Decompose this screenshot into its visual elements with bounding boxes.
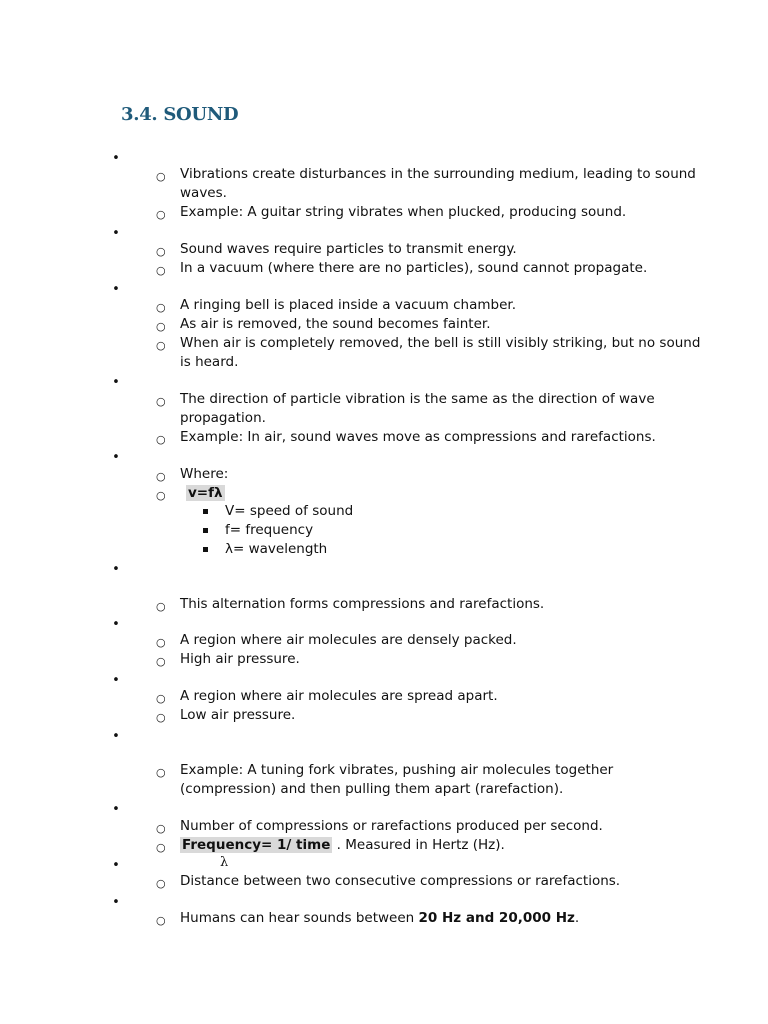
list-item: Where: [180, 466, 229, 482]
bullet: • [112, 151, 120, 166]
list-item: Sound waves require particles to transmit energy. [180, 241, 517, 257]
sub-bullet: ○ [156, 170, 166, 183]
sub-bullet: ○ [156, 433, 166, 446]
bullet: • [112, 895, 120, 910]
list-item: propagation. [180, 410, 266, 426]
list-item: waves. [180, 185, 227, 201]
formula [186, 484, 225, 503]
sub-bullet: ○ [156, 320, 166, 333]
sub-bullet: ○ [156, 822, 166, 835]
list-item: λ= wavelength [225, 541, 328, 557]
sub-bullet: ○ [156, 636, 166, 649]
hearing-range-value: 20 Hz and 20,000 Hz [418, 910, 575, 926]
page-title: 3.4. SOUND [121, 104, 239, 125]
list-item: Number of compressions or rarefactions produced per second. [180, 818, 603, 834]
bullet: • [112, 375, 120, 390]
frequency-unit-text: . Measured in Hertz (Hz). [336, 837, 505, 853]
list-item: A ringing bell is placed inside a vacuum chamber. [180, 297, 516, 313]
sub-bullet: ○ [156, 339, 166, 352]
bullet: • [112, 858, 120, 873]
list-item: Distance between two consecutive compressions or rarefactions. [180, 873, 621, 889]
bullet: • [112, 450, 120, 465]
bullet: • [112, 226, 120, 241]
bullet: • [112, 729, 120, 744]
formula-text: v=fλ [188, 485, 223, 501]
sub-bullet: ○ [156, 766, 166, 779]
square-bullet [203, 547, 208, 552]
list-item: As air is removed, the sound becomes fainter. [180, 316, 491, 332]
lambda-symbol: λ [220, 855, 229, 870]
sub-bullet: ○ [156, 877, 166, 890]
list-item: When air is completely removed, the bell is still visibly striking, but no sound [180, 335, 701, 351]
list-item: Example: In air, sound waves move as compressions and rarefactions. [180, 429, 656, 445]
list-item: Vibrations create disturbances in the surrounding medium, leading to sound [180, 166, 696, 182]
sub-bullet: ○ [156, 264, 166, 277]
square-bullet [203, 528, 208, 533]
sub-bullet: ○ [156, 470, 166, 483]
list-item: (compression) and then pulling them apart (rarefaction). [180, 781, 564, 797]
list-item: Example: A tuning fork vibrates, pushing air molecules together [180, 762, 614, 778]
bullet: • [112, 282, 120, 297]
list-item: Example: A guitar string vibrates when plucked, producing sound. [180, 204, 627, 220]
sub-bullet: ○ [156, 914, 166, 927]
list-item: High air pressure. [180, 651, 300, 667]
sub-bullet: ○ [156, 692, 166, 705]
sub-bullet: ○ [156, 841, 166, 854]
sub-bullet: ○ [156, 395, 166, 408]
sub-bullet: ○ [156, 245, 166, 258]
bullet: • [112, 562, 120, 577]
list-item: In a vacuum (where there are no particles), sound cannot propagate. [180, 260, 648, 276]
list-item: is heard. [180, 354, 239, 370]
list-item: The direction of particle vibration is the same as the direction of wave [180, 391, 655, 407]
list-item: A region where air molecules are densely packed. [180, 632, 517, 648]
hearing-range-text: Humans can hear sounds between [180, 910, 419, 926]
list-item [180, 909, 579, 928]
list-item: f= frequency [225, 522, 314, 538]
bullet: • [112, 673, 120, 688]
list-item: V= speed of sound [225, 503, 354, 519]
list-item: Low air pressure. [180, 707, 296, 723]
square-bullet [203, 509, 208, 514]
sub-bullet: ○ [156, 711, 166, 724]
sub-bullet: ○ [156, 208, 166, 221]
list-item: This alternation forms compressions and rarefactions. [180, 596, 545, 612]
period: . [574, 910, 580, 926]
list-item: A region where air molecules are spread apart. [180, 688, 498, 704]
bullet: • [112, 617, 120, 632]
bullet: • [112, 802, 120, 817]
frequency-formula: Frequency= 1/ time [182, 837, 331, 853]
sub-bullet: ○ [156, 489, 166, 502]
sub-bullet: ○ [156, 301, 166, 314]
sub-bullet: ○ [156, 600, 166, 613]
sub-bullet: ○ [156, 655, 166, 668]
list-item [180, 836, 505, 855]
